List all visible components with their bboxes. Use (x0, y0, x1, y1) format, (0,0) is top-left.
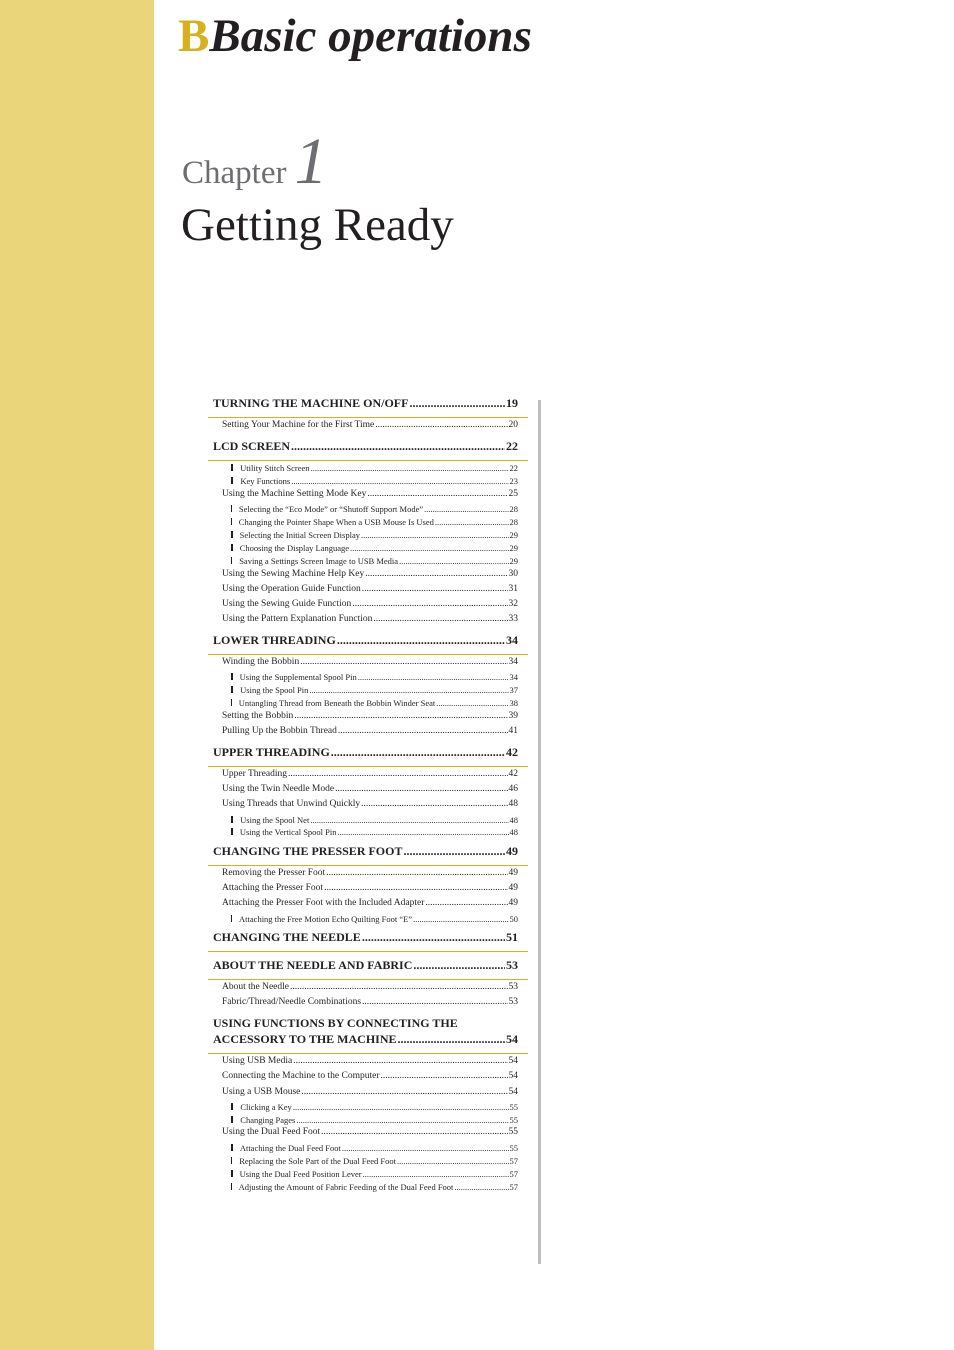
toc-entry-page: 33 (508, 614, 518, 624)
square-bullet-icon (231, 464, 233, 471)
square-bullet-icon (231, 686, 233, 693)
toc-entry-page: 53 (508, 997, 518, 1007)
dot-leader (403, 844, 505, 859)
toc-entry-page: 29 (509, 530, 518, 540)
toc-entry-page: 49 (506, 844, 518, 858)
dot-leader (309, 685, 508, 695)
toc-entry-page: 57 (509, 1156, 518, 1166)
toc-entry[interactable] (222, 769, 518, 779)
toc-entry[interactable] (231, 543, 518, 553)
toc-entry[interactable] (231, 698, 518, 708)
toc-entry-page: 53 (506, 958, 518, 972)
square-bullet-icon (231, 673, 233, 680)
toc-entry-title: Using the Machine Setting Mode Key (222, 489, 367, 499)
toc-entry-page: 20 (508, 420, 518, 430)
dot-leader (361, 799, 507, 809)
square-bullet-icon (231, 828, 233, 835)
toc-entry-title: Untangling Thread from Beneath the Bobbin Winder Seat (238, 698, 436, 708)
section-divider (208, 1053, 528, 1054)
toc-entry-page: 19 (506, 396, 518, 410)
toc-entry-page: 46 (508, 784, 518, 794)
dot-leader (350, 543, 508, 553)
dot-leader (288, 769, 508, 779)
toc-entry-page: 42 (508, 769, 518, 779)
dot-leader (310, 815, 508, 825)
toc-entry[interactable] (222, 1127, 518, 1137)
dot-leader (398, 1032, 505, 1047)
toc-entry-title: Saving a Settings Screen Image to USB Media (239, 556, 399, 566)
section-divider (208, 654, 528, 655)
square-bullet-icon (231, 1144, 233, 1151)
toc-entry-title: Attaching the Dual Feed Foot (239, 1143, 341, 1153)
toc-entry-page: 32 (508, 599, 518, 609)
toc-entry[interactable] (213, 958, 518, 973)
toc-entry[interactable] (222, 799, 518, 809)
dot-leader (454, 1182, 508, 1192)
toc-entry-title: Pulling Up the Bobbin Thread (222, 726, 337, 736)
toc-entry[interactable] (231, 1143, 518, 1153)
toc-entry-page: 48 (509, 827, 518, 837)
toc-entry[interactable] (222, 868, 518, 878)
toc-entry[interactable] (213, 1016, 518, 1031)
toc-entry-page: 41 (508, 726, 518, 736)
toc-entry[interactable] (213, 633, 518, 648)
toc-entry-title: Clicking a Key (240, 1102, 292, 1112)
toc-entry-title: Using USB Media (222, 1056, 293, 1066)
square-bullet-icon (231, 544, 233, 551)
toc-entry-title: Upper Threading (222, 769, 287, 779)
toc-entry-page: 28 (509, 517, 518, 527)
chapter-title: Getting Ready (181, 199, 454, 251)
toc-entry-title: Attaching the Free Motion Echo Quilting Foot “E” (239, 914, 413, 924)
chapter-label (182, 124, 327, 200)
toc-entry[interactable] (231, 1169, 518, 1179)
toc-entry-page: 29 (509, 556, 518, 566)
toc-entry-page: 22 (506, 439, 518, 453)
toc-entry-page: 23 (509, 476, 518, 486)
dot-leader (293, 1102, 509, 1112)
toc-entry[interactable] (222, 711, 518, 721)
toc-entry-page: 50 (509, 914, 518, 924)
part-header (178, 6, 532, 66)
toc-entry[interactable] (222, 1056, 518, 1066)
toc-entry-page: 55 (508, 1127, 518, 1137)
toc-entry-page: 22 (509, 463, 518, 473)
toc-entry-title: Adjusting the Amount of Fabric Feeding of the Dual Feed Foot (238, 1182, 454, 1192)
toc-entry[interactable] (213, 745, 518, 760)
toc-entry-page: 51 (506, 930, 518, 944)
toc-entry[interactable] (231, 672, 518, 682)
toc-entry-title: ACCESSORY TO THE MACHINE (213, 1032, 397, 1046)
toc-entry-title: TURNING THE MACHINE ON/OFF (213, 396, 409, 410)
toc-entry-title: Using the Spool Net (240, 815, 310, 825)
toc-entry-title: USING FUNCTIONS BY CONNECTING THE (213, 1016, 458, 1030)
toc-entry-title: UPPER THREADING (213, 745, 330, 759)
toc-entry[interactable] (213, 439, 518, 454)
dot-leader (290, 982, 507, 992)
dot-leader (293, 1056, 507, 1066)
dot-leader (435, 517, 509, 527)
toc-entry-title: Using Threads that Unwind Quickly (222, 799, 361, 809)
toc-entry[interactable] (231, 517, 518, 527)
toc-entry-title: Using the Sewing Machine Help Key (222, 569, 365, 579)
toc-entry[interactable] (231, 504, 518, 514)
dot-leader (335, 784, 507, 794)
toc-entry-title: Replacing the Sole Part of the Dual Feed Foot (239, 1156, 396, 1166)
dot-leader (425, 898, 507, 908)
toc-entry-title: ABOUT THE NEEDLE AND FABRIC (213, 958, 413, 972)
dot-leader (413, 958, 505, 973)
dot-leader (399, 556, 508, 566)
section-divider (208, 417, 528, 418)
toc-entry-title: Utility Stitch Screen (240, 463, 310, 473)
square-bullet-icon (231, 1103, 233, 1110)
toc-entry[interactable] (222, 657, 518, 667)
dot-leader (352, 599, 507, 609)
toc-entry-page: 55 (509, 1115, 518, 1125)
toc-entry-page: 42 (506, 745, 518, 759)
toc-entry-title: Selecting the “Eco Mode” or “Shutoff Support Mode” (238, 504, 424, 514)
dot-leader (363, 1169, 509, 1179)
section-divider (208, 865, 528, 866)
square-bullet-icon (231, 531, 233, 538)
toc-entry[interactable] (231, 1156, 518, 1166)
toc-entry[interactable] (231, 685, 518, 695)
toc-entry-title: Removing the Presser Foot (222, 868, 326, 878)
dot-leader (362, 584, 508, 594)
toc-entry-page: 34 (508, 657, 518, 667)
toc-entry-page: 30 (508, 569, 518, 579)
dot-leader (311, 463, 509, 473)
dot-leader (294, 711, 507, 721)
dot-leader (365, 569, 507, 579)
dot-leader (300, 657, 507, 667)
toc-entry[interactable] (222, 883, 518, 893)
toc-entry-title: Attaching the Presser Foot (222, 883, 324, 893)
toc-entry[interactable] (231, 815, 518, 825)
toc-entry-title: About the Needle (222, 982, 290, 992)
toc-entry[interactable] (222, 997, 518, 1007)
section-divider (208, 766, 528, 767)
toc-entry-page: 37 (509, 685, 518, 695)
toc-entry-title: Fabric/Thread/Needle Combinations (222, 997, 362, 1007)
toc-entry-title: Using the Pattern Explanation Function (222, 614, 373, 624)
toc-entry-page: 54 (506, 1032, 518, 1046)
dot-leader (424, 504, 508, 514)
toc-entry[interactable] (231, 476, 518, 486)
toc-entry-page: 38 (509, 698, 518, 708)
toc-entry-title: Winding the Bobbin (222, 657, 300, 667)
dot-leader (367, 489, 507, 499)
square-bullet-icon (231, 816, 233, 823)
square-bullet-icon (231, 1116, 233, 1123)
dot-leader (375, 420, 507, 430)
square-bullet-icon (231, 1183, 232, 1190)
chapter-number: 1 (294, 125, 328, 198)
toc-entry-title: Using the Twin Needle Mode (222, 784, 335, 794)
toc-vertical-rule (538, 400, 541, 1264)
square-bullet-icon (231, 1157, 232, 1164)
toc-entry-title: Using the Operation Guide Function (222, 584, 361, 594)
toc-entry[interactable] (231, 1182, 518, 1192)
toc-entry-title: Attaching the Presser Foot with the Included Adapter (222, 898, 425, 908)
dot-leader (331, 745, 505, 760)
toc-entry-title: Changing the Pointer Shape When a USB Mouse Is Used (238, 517, 434, 527)
toc-entry-title: Setting Your Machine for the First Time (222, 420, 375, 430)
square-bullet-icon (231, 477, 233, 484)
dot-leader (321, 1127, 507, 1137)
toc-entry[interactable] (222, 726, 518, 736)
toc-entry-page: 28 (509, 504, 518, 514)
toc-entry-page: 57 (509, 1182, 518, 1192)
toc-entry-title: Using the Vertical Spool Pin (239, 827, 337, 837)
toc-entry-title: Choosing the Display Language (239, 543, 350, 553)
toc-entry[interactable] (222, 982, 518, 992)
dot-leader (291, 476, 508, 486)
section-divider (208, 979, 528, 980)
toc-entry[interactable] (213, 930, 518, 945)
toc-entry[interactable] (222, 569, 518, 579)
toc-entry-title: Using the Supplemental Spool Pin (239, 672, 357, 682)
toc-entry[interactable] (222, 420, 518, 430)
dot-leader (413, 914, 508, 924)
dot-leader (373, 614, 507, 624)
dot-leader (361, 530, 509, 540)
toc-entry-title: LCD SCREEN (213, 439, 291, 453)
square-bullet-icon (231, 557, 232, 564)
toc-entry-title: Connecting the Machine to the Computer (222, 1071, 380, 1081)
square-bullet-icon (231, 915, 232, 922)
toc-entry-page: 54 (508, 1087, 518, 1097)
toc-entry-page: 54 (508, 1071, 518, 1081)
toc-entry-page: 48 (509, 815, 518, 825)
toc-entry[interactable] (222, 489, 518, 499)
toc-entry-title: Using the Sewing Guide Function (222, 599, 352, 609)
section-divider (208, 951, 528, 952)
dot-leader (338, 827, 509, 837)
toc-entry[interactable] (222, 1087, 518, 1097)
part-title: Basic operations (209, 10, 532, 62)
toc-entry-page: 55 (509, 1102, 518, 1112)
toc-entry-title: Setting the Bobbin (222, 711, 294, 721)
chapter-word: Chapter (182, 155, 287, 191)
toc-entry[interactable] (222, 614, 518, 624)
toc-entry[interactable] (231, 463, 518, 473)
toc-entry[interactable] (222, 584, 518, 594)
dot-leader (358, 672, 509, 682)
toc-entry-page: 34 (506, 633, 518, 647)
square-bullet-icon (231, 518, 232, 525)
toc-entry-title: Key Functions (240, 476, 291, 486)
dot-leader (436, 698, 508, 708)
toc-entry[interactable] (213, 396, 518, 411)
toc-entry-page: 25 (508, 489, 518, 499)
section-divider (208, 460, 528, 461)
toc-entry[interactable] (222, 784, 518, 794)
toc-entry-page: 39 (508, 711, 518, 721)
dot-leader (381, 1071, 508, 1081)
toc-entry-page: 49 (508, 883, 518, 893)
toc-entry-page: 57 (509, 1169, 518, 1179)
toc-entry-page: 53 (508, 982, 518, 992)
toc-entry[interactable] (231, 1115, 518, 1125)
dot-leader (337, 633, 505, 648)
toc-entry-title: CHANGING THE PRESSER FOOT (213, 844, 403, 858)
toc-entry-title: Using the Dual Feed Foot (222, 1127, 321, 1137)
toc-entry-page: 49 (508, 898, 518, 908)
toc-entry[interactable] (213, 1032, 518, 1047)
toc-entry-page: 34 (509, 672, 518, 682)
toc-entry-title: LOWER THREADING (213, 633, 336, 647)
toc-entry[interactable] (213, 844, 518, 859)
square-bullet-icon (231, 1170, 233, 1177)
toc-entry-title: Using the Dual Feed Position Lever (239, 1169, 362, 1179)
sidebar-band (0, 0, 154, 1350)
dot-leader (296, 1115, 508, 1125)
dot-leader (409, 396, 505, 411)
toc-entry[interactable] (231, 914, 518, 924)
dot-leader (291, 439, 505, 454)
toc-entry-page: 54 (508, 1056, 518, 1066)
toc-entry[interactable] (231, 1102, 518, 1112)
dot-leader (301, 1087, 507, 1097)
toc-entry-page: 49 (508, 868, 518, 878)
toc-entry-title: Changing Pages (240, 1115, 296, 1125)
dot-leader (338, 726, 508, 736)
toc-entry[interactable] (222, 599, 518, 609)
toc-entry-title: Using the Spool Pin (240, 685, 309, 695)
dot-leader (362, 997, 507, 1007)
toc-entry-title: CHANGING THE NEEDLE (213, 930, 361, 944)
toc-entry-title: Selecting the Initial Screen Display (239, 530, 360, 540)
toc-entry[interactable] (231, 827, 518, 837)
dot-leader (342, 1143, 509, 1153)
toc-entry-page: 55 (509, 1143, 518, 1153)
toc-entry-page: 31 (508, 584, 518, 594)
dot-leader (397, 1156, 509, 1166)
toc-entry[interactable] (222, 1071, 518, 1081)
part-letter: B (178, 10, 210, 62)
dot-leader (324, 883, 507, 893)
dot-leader (326, 868, 507, 878)
toc-entry-title: Using a USB Mouse (222, 1087, 301, 1097)
toc-entry-page: 48 (508, 799, 518, 809)
toc-entry[interactable] (231, 530, 518, 540)
square-bullet-icon (231, 699, 232, 706)
toc-entry-page: 29 (509, 543, 518, 553)
toc-entry[interactable] (222, 898, 518, 908)
square-bullet-icon (231, 505, 232, 512)
toc-entry[interactable] (231, 556, 518, 566)
dot-leader (362, 930, 505, 945)
